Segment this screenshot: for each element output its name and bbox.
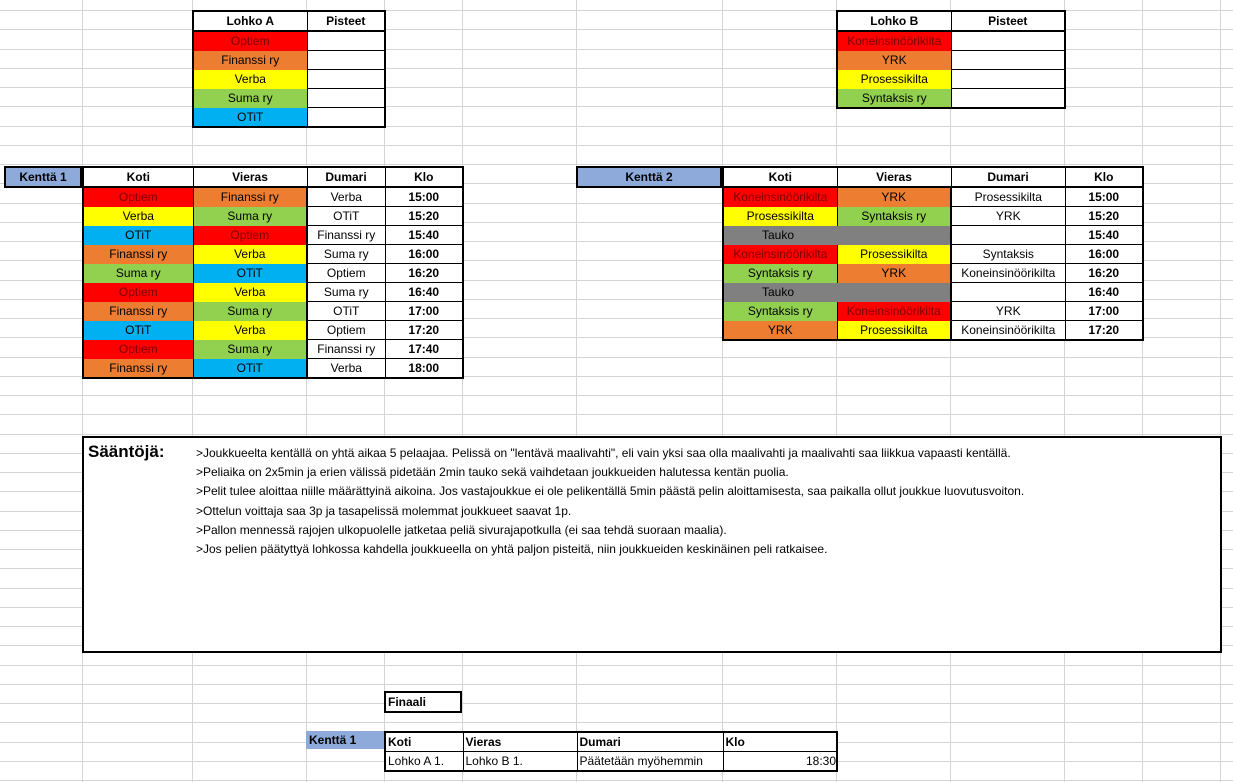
dumari-cell[interactable]: Verba (307, 187, 385, 207)
team-name-cell[interactable]: YRK (837, 51, 951, 70)
vieras-cell[interactable]: Verba (193, 245, 307, 264)
dumari-cell[interactable]: Finanssi ry (307, 226, 385, 245)
klo-cell[interactable]: 16:20 (1065, 264, 1143, 283)
vieras-cell[interactable]: Prosessikilta (837, 321, 951, 341)
klo-cell[interactable]: 16:40 (1065, 283, 1143, 302)
grid-row-line (0, 126, 1233, 127)
koti-cell[interactable]: OTiT (83, 321, 193, 340)
klo-cell[interactable]: 17:20 (1065, 321, 1143, 341)
team-points-cell[interactable] (307, 31, 385, 51)
final-koti-header[interactable]: Koti (385, 732, 463, 752)
klo-cell[interactable]: 15:40 (385, 226, 463, 245)
final-title[interactable]: Finaali (385, 692, 461, 712)
rules-list (196, 444, 1024, 559)
final-dumari[interactable]: Päätetään myöhemmin (577, 752, 723, 772)
final-field-label[interactable]: Kenttä 1 (306, 731, 384, 749)
dumari-cell[interactable]: OTiT (307, 302, 385, 321)
dumari-header[interactable]: Dumari (951, 167, 1065, 187)
klo-header[interactable]: Klo (385, 167, 463, 187)
rules-box (82, 436, 1222, 653)
vieras-header[interactable]: Vieras (837, 167, 951, 187)
vieras-cell[interactable]: Syntaksis ry (837, 207, 951, 226)
koti-cell[interactable]: Optiem (83, 340, 193, 359)
grid-row-line (0, 780, 1233, 781)
match-row (723, 187, 1143, 207)
final-field-label-cell (306, 731, 384, 749)
vieras-cell[interactable]: YRK (837, 187, 951, 207)
grid-row-line (0, 145, 1233, 146)
dumari-cell[interactable]: YRK (951, 302, 1065, 321)
koti-cell[interactable]: Koneinsinöörikilta (723, 245, 837, 264)
dumari-cell[interactable]: Syntaksis (951, 245, 1065, 264)
team-row (193, 31, 385, 51)
dumari-header[interactable]: Dumari (307, 167, 385, 187)
dumari-cell[interactable]: Optiem (307, 264, 385, 283)
match-row (83, 340, 463, 359)
grid-row-line (0, 665, 1233, 666)
match-row (83, 283, 463, 302)
rule-line[interactable]: >Joukkueelta kentällä on yhtä aikaa 5 pelaajaa. Pelissä on "lentävä maalivahti", eli vain yksi saa olla maalivahti ja maalivahti saa liikkua vapaasti kentällä. (196, 446, 1011, 460)
koti-cell[interactable]: Syntaksis ry (723, 264, 837, 283)
grid-row-line (0, 164, 1233, 165)
koti-header[interactable]: Koti (723, 167, 837, 187)
rule-line[interactable]: >Ottelun voittaja saa 3p ja tasapelissä molemmat joukkueet saavat 1p. (196, 503, 572, 518)
pisteet-header[interactable]: Pisteet (951, 11, 1065, 31)
rule-line[interactable]: >Peliaika on 2x5min ja erien välissä pidetään 2min tauko sekä vaihdetaan joukkueiden halutessa kentän puolia. (196, 465, 789, 480)
klo-cell[interactable]: 16:20 (385, 264, 463, 283)
team-row (193, 89, 385, 108)
klo-cell[interactable]: 15:00 (1065, 187, 1143, 207)
klo-cell[interactable]: 16:00 (1065, 245, 1143, 264)
team-name-cell[interactable]: Prosessikilta (837, 70, 951, 89)
team-name-cell[interactable]: Finanssi ry (193, 51, 307, 70)
final-table (384, 731, 838, 772)
dumari-cell[interactable]: OTiT (307, 207, 385, 226)
team-points-cell[interactable] (951, 70, 1065, 89)
match-row (723, 264, 1143, 283)
dumari-cell[interactable]: Koneinsinöörikilta (951, 321, 1065, 341)
team-row (193, 108, 385, 128)
grid-row-line (0, 684, 1233, 685)
dumari-cell[interactable]: Suma ry (307, 283, 385, 302)
team-points-cell[interactable] (951, 89, 1065, 109)
vieras-cell[interactable]: Verba (193, 283, 307, 302)
klo-cell[interactable]: 15:20 (1065, 207, 1143, 226)
final-vieras-header[interactable]: Vieras (463, 732, 577, 752)
koti-cell[interactable]: Koneinsinöörikilta (723, 187, 837, 207)
lohko-b-header[interactable]: Lohko B (837, 11, 951, 31)
grid-row-line (0, 703, 1233, 704)
final-koti[interactable]: Lohko A 1. (385, 752, 463, 772)
grid-row-line (0, 722, 1233, 723)
klo-cell[interactable]: 15:40 (1065, 226, 1143, 245)
koti-cell[interactable]: Prosessikilta (723, 207, 837, 226)
kentta2-label[interactable]: Kenttä 2 (577, 167, 721, 187)
klo-cell[interactable]: 18:00 (385, 359, 463, 379)
koti-cell[interactable]: Finanssi ry (83, 245, 193, 264)
dumari-cell[interactable] (951, 283, 1065, 302)
koti-cell[interactable]: Finanssi ry (83, 359, 193, 379)
final-klo-header[interactable]: Klo (723, 732, 837, 752)
match-row (723, 321, 1143, 341)
lohko-a-table (192, 10, 386, 128)
kentta1-label[interactable]: Kenttä 1 (5, 167, 81, 187)
vieras-cell[interactable]: YRK (837, 264, 951, 283)
match-row (83, 245, 463, 264)
vieras-header[interactable]: Vieras (193, 167, 307, 187)
klo-header[interactable]: Klo (1065, 167, 1143, 187)
klo-cell[interactable]: 16:40 (385, 283, 463, 302)
klo-cell[interactable]: 17:20 (385, 321, 463, 340)
team-row (837, 31, 1065, 51)
match-row (83, 264, 463, 283)
match-row (723, 302, 1143, 321)
dumari-cell[interactable]: Optiem (307, 321, 385, 340)
koti-cell[interactable]: Suma ry (83, 264, 193, 283)
klo-cell[interactable]: 15:00 (385, 187, 463, 207)
koti-cell[interactable]: YRK (723, 321, 837, 341)
team-row (837, 51, 1065, 70)
rule-line[interactable]: >Pallon mennessä rajojen ulkopuolelle jatketaa peliä sivurajapotkulla (ei saa tehdä suoraan maalia). (196, 522, 727, 537)
team-points-cell[interactable] (307, 108, 385, 128)
team-row (837, 70, 1065, 89)
vieras-cell[interactable]: Koneinsinöörikilta (837, 302, 951, 321)
dumari-cell[interactable]: Suma ry (307, 245, 385, 264)
grid-row-line (0, 414, 1233, 415)
rules-title[interactable]: Sääntöjä: (88, 442, 165, 461)
dumari-cell[interactable]: Verba (307, 359, 385, 379)
final-dumari-header[interactable]: Dumari (577, 732, 723, 752)
match-row (83, 359, 463, 379)
team-name-cell[interactable]: Optiem (193, 31, 307, 51)
klo-cell[interactable]: 17:00 (385, 302, 463, 321)
team-row (193, 51, 385, 70)
vieras-cell[interactable]: OTiT (193, 359, 307, 379)
match-row (83, 226, 463, 245)
rule-line[interactable]: >Jos pelien päätyttyä lohkossa kahdella joukkueella on yhtä paljon pisteitä, niin joukkueiden keskinäinen peli ratkaisee. (196, 541, 828, 556)
team-points-cell[interactable] (951, 51, 1065, 70)
klo-cell[interactable]: 17:00 (1065, 302, 1143, 321)
vieras-cell[interactable]: Prosessikilta (837, 245, 951, 264)
pisteet-header[interactable]: Pisteet (307, 11, 385, 31)
team-points-cell[interactable] (307, 89, 385, 108)
vieras-cell[interactable]: Verba (193, 321, 307, 340)
team-row (193, 70, 385, 89)
vieras-cell[interactable]: Suma ry (193, 302, 307, 321)
vieras-cell[interactable]: Suma ry (193, 207, 307, 226)
team-points-cell[interactable] (307, 70, 385, 89)
koti-cell[interactable]: Syntaksis ry (723, 302, 837, 321)
koti-cell[interactable]: Optiem (83, 283, 193, 302)
koti-cell[interactable]: Verba (83, 207, 193, 226)
final-vieras[interactable]: Lohko B 1. (463, 752, 577, 772)
team-name-cell[interactable]: Verba (193, 70, 307, 89)
dumari-cell[interactable] (951, 226, 1065, 245)
koti-header[interactable]: Koti (83, 167, 193, 187)
break-cell[interactable]: Tauko (723, 283, 951, 302)
lohko-a-header[interactable]: Lohko A (193, 11, 307, 31)
final-klo[interactable]: 18:30 (723, 752, 837, 772)
kentta1-label-cell (4, 166, 82, 188)
team-name-cell[interactable]: Suma ry (193, 89, 307, 108)
match-row (83, 321, 463, 340)
team-row (837, 89, 1065, 109)
vieras-cell[interactable]: Optiem (193, 226, 307, 245)
break-row (723, 226, 1143, 245)
klo-cell[interactable]: 17:40 (385, 340, 463, 359)
match-row (83, 207, 463, 226)
rule-line[interactable]: >Pelit tulee aloittaa niille määrättyinä aikoina. Jos vastajoukkue ei ole pelikentällä 5min päästä pelin aloittamisesta, saa paikalla ollut joukkue luovutusvoiton. (196, 484, 1025, 499)
kentta2-schedule-table (722, 166, 1144, 341)
break-cell[interactable]: Tauko (723, 226, 951, 245)
match-row (723, 245, 1143, 264)
koti-cell[interactable]: Finanssi ry (83, 302, 193, 321)
match-row (83, 302, 463, 321)
dumari-cell[interactable]: Prosessikilta (951, 187, 1065, 207)
team-points-cell[interactable] (951, 31, 1065, 51)
dumari-cell[interactable]: YRK (951, 207, 1065, 226)
team-name-cell[interactable]: Koneinsinöörikilta (837, 31, 951, 51)
match-row (723, 207, 1143, 226)
final-title-cell (384, 691, 462, 713)
grid-row-line (0, 395, 1233, 396)
koti-cell[interactable]: Optiem (83, 187, 193, 207)
lohko-b-table (836, 10, 1066, 109)
koti-cell[interactable]: OTiT (83, 226, 193, 245)
klo-cell[interactable]: 15:20 (385, 207, 463, 226)
kentta2-label-cell (576, 166, 722, 188)
team-name-cell[interactable]: OTiT (193, 108, 307, 128)
dumari-cell[interactable]: Koneinsinöörikilta (951, 264, 1065, 283)
dumari-cell[interactable]: Finanssi ry (307, 340, 385, 359)
team-name-cell[interactable]: Syntaksis ry (837, 89, 951, 109)
match-row (83, 187, 463, 207)
vieras-cell[interactable]: Suma ry (193, 340, 307, 359)
grid-row-line (0, 434, 1233, 435)
klo-cell[interactable]: 16:00 (385, 245, 463, 264)
kentta1-schedule-table (82, 166, 464, 379)
vieras-cell[interactable]: OTiT (193, 264, 307, 283)
team-points-cell[interactable] (307, 51, 385, 70)
vieras-cell[interactable]: Finanssi ry (193, 187, 307, 207)
break-row (723, 283, 1143, 302)
